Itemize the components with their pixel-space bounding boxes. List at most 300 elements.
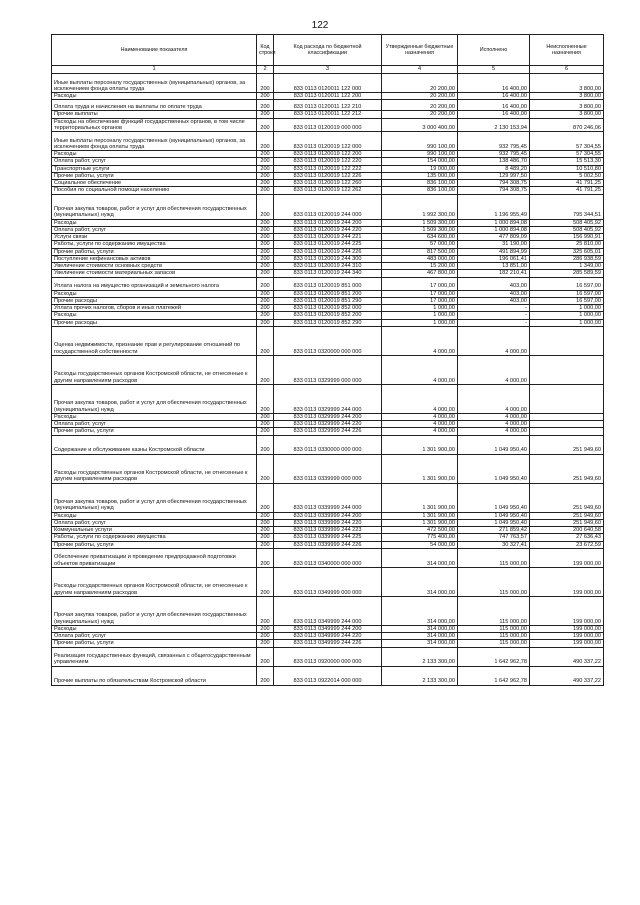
row-approved-amount: 1 509 300,00 [382, 219, 458, 226]
row-approved-amount: 1 000,00 [382, 305, 458, 312]
row-name: Расходы [52, 625, 257, 632]
row-budget-code: 833 0113 0120019 244 340 [274, 270, 382, 277]
row-name: Прочая закупка товаров, работ и услуг для обеспечения государственных (муниципальных) нужд [52, 384, 257, 413]
row-budget-code: 833 0113 0349999 244 000 [274, 596, 382, 625]
row-approved-amount: 20 200,00 [382, 100, 458, 111]
column-number: 1 [52, 66, 257, 74]
row-unexecuted-amount: 15 513,30 [530, 158, 604, 165]
row-name: Оплата работ, услуг [52, 421, 257, 428]
row-name: Прочие работы, услуги [52, 541, 257, 548]
row-executed-amount: 794 308,75 [458, 180, 530, 187]
row-executed-amount: 1 000 894,08 [458, 219, 530, 226]
row-line-code: 200 [257, 355, 274, 384]
row-name: Прочая закупка товаров, работ и услуг для обеспечения государственных (муниципальных) нужд [52, 596, 257, 625]
row-budget-code: 833 0113 0120019 851 290 [274, 297, 382, 304]
table-row [52, 483, 604, 512]
row-executed-amount: 129 997,50 [458, 172, 530, 179]
row-executed-amount: 16 400,00 [458, 100, 530, 111]
row-line-code: 200 [257, 270, 274, 277]
row-budget-code: 833 0113 0339999 244 223 [274, 527, 382, 534]
row-approved-amount: 3 000 400,00 [382, 118, 458, 132]
row-line-code: 200 [257, 100, 274, 111]
row-unexecuted-amount [530, 326, 604, 355]
row-line-code: 200 [257, 413, 274, 420]
row-name: Оплата работ, услуг [52, 519, 257, 526]
row-approved-amount: 775 400,00 [382, 534, 458, 541]
row-line-code: 200 [257, 165, 274, 172]
row-budget-code: 833 0113 0120019 244 200 [274, 219, 382, 226]
table-row [52, 226, 604, 233]
row-budget-code: 833 0113 0120019 852 000 [274, 305, 382, 312]
row-executed-amount: 16 400,00 [458, 93, 530, 100]
header-line: Код строки [257, 35, 274, 66]
row-line-code: 200 [257, 234, 274, 241]
row-line-code: 200 [257, 534, 274, 541]
row-unexecuted-amount: 3 800,00 [530, 93, 604, 100]
table-row [52, 187, 604, 194]
row-line-code: 200 [257, 548, 274, 567]
row-name: Расходы [52, 413, 257, 420]
row-name: Оплата работ, услуг [52, 158, 257, 165]
row-approved-amount: 20 200,00 [382, 111, 458, 118]
row-executed-amount: 115 000,00 [458, 640, 530, 647]
row-unexecuted-amount: 251 949,60 [530, 483, 604, 512]
row-budget-code: 833 0113 0340000 000 000 [274, 548, 382, 567]
row-name: Расходы [52, 312, 257, 319]
row-executed-amount: 196 061,41 [458, 255, 530, 262]
row-approved-amount: 4 000,00 [382, 421, 458, 428]
row-budget-code: 833 0113 0120019 244 226 [274, 248, 382, 255]
row-executed-amount: 932 795,45 [458, 132, 530, 151]
row-approved-amount: 314 000,00 [382, 640, 458, 647]
row-approved-amount: 314 000,00 [382, 633, 458, 640]
row-name: Расходы [52, 512, 257, 519]
row-approved-amount: 1 000,00 [382, 312, 458, 319]
row-unexecuted-amount: 1 000,00 [530, 305, 604, 312]
row-name: Прочая закупка товаров, работ и услуг для обеспечения государственных (муниципальных) нужд [52, 194, 257, 219]
budget-execution-table [51, 34, 604, 686]
row-executed-amount: 1 642 962,78 [458, 666, 530, 685]
row-budget-code: 833 0113 0330000 000 000 [274, 435, 382, 454]
row-name: Коммунальные услуги [52, 527, 257, 534]
row-executed-amount: 1 049 950,40 [458, 454, 530, 483]
table-row [52, 118, 604, 132]
row-approved-amount: 467 800,00 [382, 270, 458, 277]
row-budget-code: 833 0113 0329999 244 000 [274, 384, 382, 413]
row-approved-amount: 17 000,00 [382, 297, 458, 304]
row-executed-amount: - [458, 312, 530, 319]
row-line-code: 200 [257, 158, 274, 165]
row-executed-amount: 747 763,57 [458, 534, 530, 541]
row-executed-amount: 932 795,45 [458, 151, 530, 158]
row-name: Работы, услуги по содержанию имущества [52, 241, 257, 248]
table-row [52, 219, 604, 226]
row-budget-code: 833 0113 0349999 244 200 [274, 625, 382, 632]
row-name: Работы, услуги по содержанию имущества [52, 534, 257, 541]
row-executed-amount: 30 327,41 [458, 541, 530, 548]
row-name: Уплата налога на имущество организаций и земельного налога [52, 277, 257, 290]
row-name: Увеличение стоимости материальных запасов [52, 270, 257, 277]
row-approved-amount: 817 500,00 [382, 248, 458, 255]
row-line-code: 200 [257, 263, 274, 270]
row-name: Расходы на обеспечение функций государственных органов, в том числе территориальных органов [52, 118, 257, 132]
row-line-code: 200 [257, 541, 274, 548]
row-approved-amount: 990 100,00 [382, 132, 458, 151]
row-executed-amount: - [458, 319, 530, 326]
row-name: Прочие работы, услуги [52, 640, 257, 647]
row-unexecuted-amount: 490 337,22 [530, 647, 604, 666]
row-name: Оплата работ, услуг [52, 633, 257, 640]
page-number: 122 [311, 20, 329, 31]
row-unexecuted-amount [530, 413, 604, 420]
row-name: Оплата труда и начисления на выплаты по оплате труда [52, 100, 257, 111]
row-executed-amount: 16 400,00 [458, 74, 530, 93]
row-name: Расходы [52, 219, 257, 226]
header-row [52, 35, 604, 66]
row-unexecuted-amount: 251 949,60 [530, 454, 604, 483]
row-executed-amount: - [458, 305, 530, 312]
row-approved-amount: 472 500,00 [382, 527, 458, 534]
row-unexecuted-amount: 5 002,50 [530, 172, 604, 179]
row-budget-code: 833 0113 0339999 000 000 [274, 454, 382, 483]
table-row [52, 421, 604, 428]
header-code: Код расхода по бюджетной классификации [274, 35, 382, 66]
row-unexecuted-amount: 490 337,22 [530, 666, 604, 685]
row-unexecuted-amount: 10 510,80 [530, 165, 604, 172]
row-unexecuted-amount: 199 000,00 [530, 567, 604, 596]
row-budget-code: 833 0113 0120019 852 200 [274, 312, 382, 319]
row-executed-amount: 16 400,00 [458, 111, 530, 118]
row-executed-amount: 115 000,00 [458, 548, 530, 567]
row-executed-amount: 4 000,00 [458, 428, 530, 435]
row-approved-amount: 1 301 900,00 [382, 454, 458, 483]
table-row [52, 534, 604, 541]
row-unexecuted-amount: 199 000,00 [530, 640, 604, 647]
row-approved-amount: 314 000,00 [382, 548, 458, 567]
row-unexecuted-amount: 41 791,25 [530, 187, 604, 194]
row-executed-amount: 403,00 [458, 290, 530, 297]
row-approved-amount: 483 000,00 [382, 255, 458, 262]
row-line-code: 200 [257, 527, 274, 534]
row-budget-code: 833 0113 0349999 244 220 [274, 633, 382, 640]
row-line-code: 200 [257, 326, 274, 355]
row-budget-code: 833 0113 0349999 000 000 [274, 567, 382, 596]
row-budget-code: 833 0113 0120019 122 200 [274, 151, 382, 158]
row-unexecuted-amount: 3 800,00 [530, 74, 604, 93]
table-row [52, 326, 604, 355]
row-name: Уплата прочих налогов, сборов и иных платежей [52, 305, 257, 312]
row-approved-amount: 135 000,00 [382, 172, 458, 179]
column-number: 3 [274, 66, 382, 74]
table-row [52, 596, 604, 625]
row-name: Содержание и обслуживание казны Костромской области [52, 435, 257, 454]
row-name: Социальное обеспечение [52, 180, 257, 187]
row-budget-code: 833 0113 0922014 000 000 [274, 666, 382, 685]
row-approved-amount: 154 000,00 [382, 158, 458, 165]
row-line-code: 200 [257, 633, 274, 640]
row-line-code: 200 [257, 93, 274, 100]
row-budget-code: 833 0113 0120019 122 260 [274, 180, 382, 187]
row-name: Оценка недвижимости, признание прав и регулирование отношений по государственной собственности [52, 326, 257, 355]
row-budget-code: 833 0113 0349999 244 226 [274, 640, 382, 647]
row-approved-amount: 1 301 900,00 [382, 519, 458, 526]
row-name: Прочие выплаты [52, 111, 257, 118]
row-line-code: 200 [257, 277, 274, 290]
row-unexecuted-amount: 16 597,00 [530, 277, 604, 290]
row-budget-code: 833 0113 0120019 122 222 [274, 165, 382, 172]
row-name: Увеличение стоимости основных средств [52, 263, 257, 270]
row-line-code: 200 [257, 512, 274, 519]
table-row [52, 454, 604, 483]
table-row [52, 180, 604, 187]
row-executed-amount: 182 210,41 [458, 270, 530, 277]
row-approved-amount: 990 100,00 [382, 151, 458, 158]
row-budget-code: 833 0113 0339999 244 225 [274, 534, 382, 541]
row-budget-code: 833 0113 0120019 122 000 [274, 132, 382, 151]
table-row [52, 428, 604, 435]
row-executed-amount: 115 000,00 [458, 567, 530, 596]
table-row [52, 312, 604, 319]
row-line-code: 200 [257, 625, 274, 632]
table-row [52, 519, 604, 526]
row-executed-amount: 1 196 955,49 [458, 194, 530, 219]
row-budget-code: 833 0113 0339999 244 200 [274, 512, 382, 519]
row-approved-amount: 19 000,00 [382, 165, 458, 172]
row-executed-amount: 403,00 [458, 277, 530, 290]
row-approved-amount: 1 301 900,00 [382, 483, 458, 512]
row-name: Прочие работы, услуги [52, 248, 257, 255]
column-number: 4 [382, 66, 458, 74]
row-approved-amount: 634 600,00 [382, 234, 458, 241]
column-number: 6 [530, 66, 604, 74]
row-executed-amount: 271 859,42 [458, 527, 530, 534]
row-name: Расходы государственных органов Костромской области, не отнесенные к другим направлениям расходов [52, 567, 257, 596]
row-unexecuted-amount: 199 000,00 [530, 548, 604, 567]
table-row [52, 172, 604, 179]
row-budget-code: 833 0113 0329999 244 220 [274, 421, 382, 428]
row-unexecuted-amount: 199 000,00 [530, 633, 604, 640]
column-number-row [52, 66, 604, 74]
row-executed-amount: 4 000,00 [458, 421, 530, 428]
row-executed-amount: 8 489,20 [458, 165, 530, 172]
row-executed-amount: 4 000,00 [458, 355, 530, 384]
row-budget-code: 833 0113 0120019 244 300 [274, 255, 382, 262]
table-row [52, 305, 604, 312]
row-approved-amount: 1 301 900,00 [382, 435, 458, 454]
row-line-code: 200 [257, 305, 274, 312]
row-line-code: 200 [257, 483, 274, 512]
row-unexecuted-amount: 199 000,00 [530, 625, 604, 632]
row-unexecuted-amount: 57 304,55 [530, 132, 604, 151]
row-unexecuted-amount: 251 949,60 [530, 435, 604, 454]
row-executed-amount: 2 130 153,94 [458, 118, 530, 132]
header-name: Наименование показателя [52, 35, 257, 66]
row-budget-code: 833 0113 0339999 244 000 [274, 483, 382, 512]
row-budget-code: 833 0113 0329999 244 200 [274, 413, 382, 420]
row-unexecuted-amount: 508 405,92 [530, 219, 604, 226]
row-executed-amount: 1 049 950,40 [458, 435, 530, 454]
table-row [52, 297, 604, 304]
row-unexecuted-amount: 16 597,00 [530, 297, 604, 304]
table-row [52, 640, 604, 647]
row-executed-amount: 138 486,70 [458, 158, 530, 165]
row-executed-amount: 1 049 950,40 [458, 512, 530, 519]
row-budget-code: 833 0113 0120011 122 210 [274, 100, 382, 111]
row-unexecuted-amount: 3 800,00 [530, 111, 604, 118]
row-line-code: 200 [257, 290, 274, 297]
table-row [52, 290, 604, 297]
row-approved-amount: 17 000,00 [382, 290, 458, 297]
row-executed-amount: 794 308,75 [458, 187, 530, 194]
table-row [52, 413, 604, 420]
row-name: Прочие выплаты по обязательствам Костромской области [52, 666, 257, 685]
row-line-code: 200 [257, 384, 274, 413]
row-name: Обеспечение приватизации и проведение предпродажной подготовки объектов приватизации [52, 548, 257, 567]
table-row [52, 512, 604, 519]
row-name: Оплата работ, услуг [52, 226, 257, 233]
row-line-code: 200 [257, 241, 274, 248]
table-row [52, 132, 604, 151]
row-line-code: 200 [257, 194, 274, 219]
row-approved-amount: 314 000,00 [382, 625, 458, 632]
row-budget-code: 833 0113 0120019 244 221 [274, 234, 382, 241]
row-executed-amount: 4 000,00 [458, 384, 530, 413]
row-name: Расходы государственных органов Костромской области, не отнесенные к другим направлениям расходов [52, 454, 257, 483]
column-number: 5 [458, 66, 530, 74]
table-row [52, 194, 604, 219]
row-budget-code: 833 0113 0120019 244 225 [274, 241, 382, 248]
row-name: Поступление нефинансовых активов [52, 255, 257, 262]
column-number: 2 [257, 66, 274, 74]
row-approved-amount: 17 000,00 [382, 277, 458, 290]
row-executed-amount: 477 809,09 [458, 234, 530, 241]
row-executed-amount: 1 642 962,78 [458, 647, 530, 666]
row-line-code: 200 [257, 519, 274, 526]
row-line-code: 200 [257, 132, 274, 151]
row-name: Расходы [52, 151, 257, 158]
row-executed-amount: 31 190,00 [458, 241, 530, 248]
table-row [52, 435, 604, 454]
table-row [52, 666, 604, 685]
row-name: Реализация государственных функций, связанных с общегосударственным управлением [52, 647, 257, 666]
row-unexecuted-amount: 286 938,59 [530, 255, 604, 262]
row-executed-amount: 115 000,00 [458, 596, 530, 625]
row-budget-code: 833 0113 0120011 122 212 [274, 111, 382, 118]
row-name: Расходы [52, 93, 257, 100]
row-executed-amount: 1 049 950,40 [458, 483, 530, 512]
row-unexecuted-amount: 3 800,00 [530, 100, 604, 111]
row-approved-amount: 4 000,00 [382, 428, 458, 435]
row-line-code: 200 [257, 428, 274, 435]
row-line-code: 200 [257, 297, 274, 304]
row-budget-code: 833 0113 0329999 244 226 [274, 428, 382, 435]
table-row [52, 277, 604, 290]
row-budget-code: 833 0113 0120019 122 220 [274, 158, 382, 165]
row-executed-amount: 13 851,00 [458, 263, 530, 270]
row-budget-code: 833 0113 0120019 122 226 [274, 172, 382, 179]
row-unexecuted-amount: 1 000,00 [530, 319, 604, 326]
row-unexecuted-amount: 325 605,01 [530, 248, 604, 255]
row-unexecuted-amount [530, 428, 604, 435]
row-name: Пособия по социальной помощи населению [52, 187, 257, 194]
row-unexecuted-amount: 25 810,00 [530, 241, 604, 248]
table-row [52, 384, 604, 413]
row-executed-amount: 115 000,00 [458, 633, 530, 640]
row-name: Прочие расходы [52, 319, 257, 326]
row-approved-amount: 54 000,00 [382, 541, 458, 548]
row-unexecuted-amount: 23 672,59 [530, 541, 604, 548]
row-executed-amount: 4 000,00 [458, 326, 530, 355]
row-unexecuted-amount: 199 000,00 [530, 596, 604, 625]
row-executed-amount: 1 000 894,08 [458, 226, 530, 233]
table-row [52, 625, 604, 632]
header-unexecuted: Неисполненные назначения [530, 35, 604, 66]
table-row [52, 234, 604, 241]
row-executed-amount: 1 049 950,40 [458, 519, 530, 526]
row-approved-amount: 4 000,00 [382, 384, 458, 413]
row-unexecuted-amount: 200 640,58 [530, 527, 604, 534]
row-approved-amount: 57 000,00 [382, 241, 458, 248]
row-name: Прочая закупка товаров, работ и услуг для обеспечения государственных (муниципальных) нужд [52, 483, 257, 512]
row-line-code: 200 [257, 187, 274, 194]
table-row [52, 151, 604, 158]
row-unexecuted-amount: 57 304,55 [530, 151, 604, 158]
row-budget-code: 833 0113 0329999 000 000 [274, 355, 382, 384]
row-name: Расходы [52, 290, 257, 297]
row-budget-code: 833 0113 0120019 244 310 [274, 263, 382, 270]
row-approved-amount: 314 000,00 [382, 596, 458, 625]
row-unexecuted-amount [530, 355, 604, 384]
row-executed-amount: 491 894,99 [458, 248, 530, 255]
row-line-code: 200 [257, 248, 274, 255]
header-executed: Исполнено [458, 35, 530, 66]
row-budget-code: 833 0113 0120011 122 000 [274, 74, 382, 93]
row-approved-amount: 836 100,00 [382, 187, 458, 194]
row-name: Прочие работы, услуги [52, 428, 257, 435]
row-approved-amount: 314 000,00 [382, 567, 458, 596]
row-unexecuted-amount: 251 949,60 [530, 512, 604, 519]
row-line-code: 200 [257, 454, 274, 483]
table-row [52, 100, 604, 111]
row-budget-code: 833 0113 0120019 852 290 [274, 319, 382, 326]
row-approved-amount: 1 509 300,00 [382, 226, 458, 233]
row-executed-amount: 4 000,00 [458, 413, 530, 420]
row-unexecuted-amount: 285 589,59 [530, 270, 604, 277]
table-row [52, 270, 604, 277]
table-row [52, 541, 604, 548]
header-approved: Утвержденные бюджетные назначения [382, 35, 458, 66]
row-line-code: 200 [257, 666, 274, 685]
table-row [52, 248, 604, 255]
row-unexecuted-amount: 41 791,25 [530, 180, 604, 187]
table-row [52, 74, 604, 93]
row-budget-code: 833 0113 0339999 244 226 [274, 541, 382, 548]
row-executed-amount: 403,00 [458, 297, 530, 304]
row-line-code: 200 [257, 180, 274, 187]
row-line-code: 200 [257, 596, 274, 625]
table-row [52, 567, 604, 596]
row-unexecuted-amount [530, 384, 604, 413]
row-line-code: 200 [257, 111, 274, 118]
row-name: Иные выплаты персоналу государственных (муниципальных) органов, за исключением фонда оплаты труда [52, 132, 257, 151]
row-line-code: 200 [257, 567, 274, 596]
table-row [52, 633, 604, 640]
row-name: Транспортные услуги [52, 165, 257, 172]
row-line-code: 200 [257, 151, 274, 158]
table-row [52, 319, 604, 326]
row-executed-amount: 115 000,00 [458, 625, 530, 632]
table-row [52, 158, 604, 165]
